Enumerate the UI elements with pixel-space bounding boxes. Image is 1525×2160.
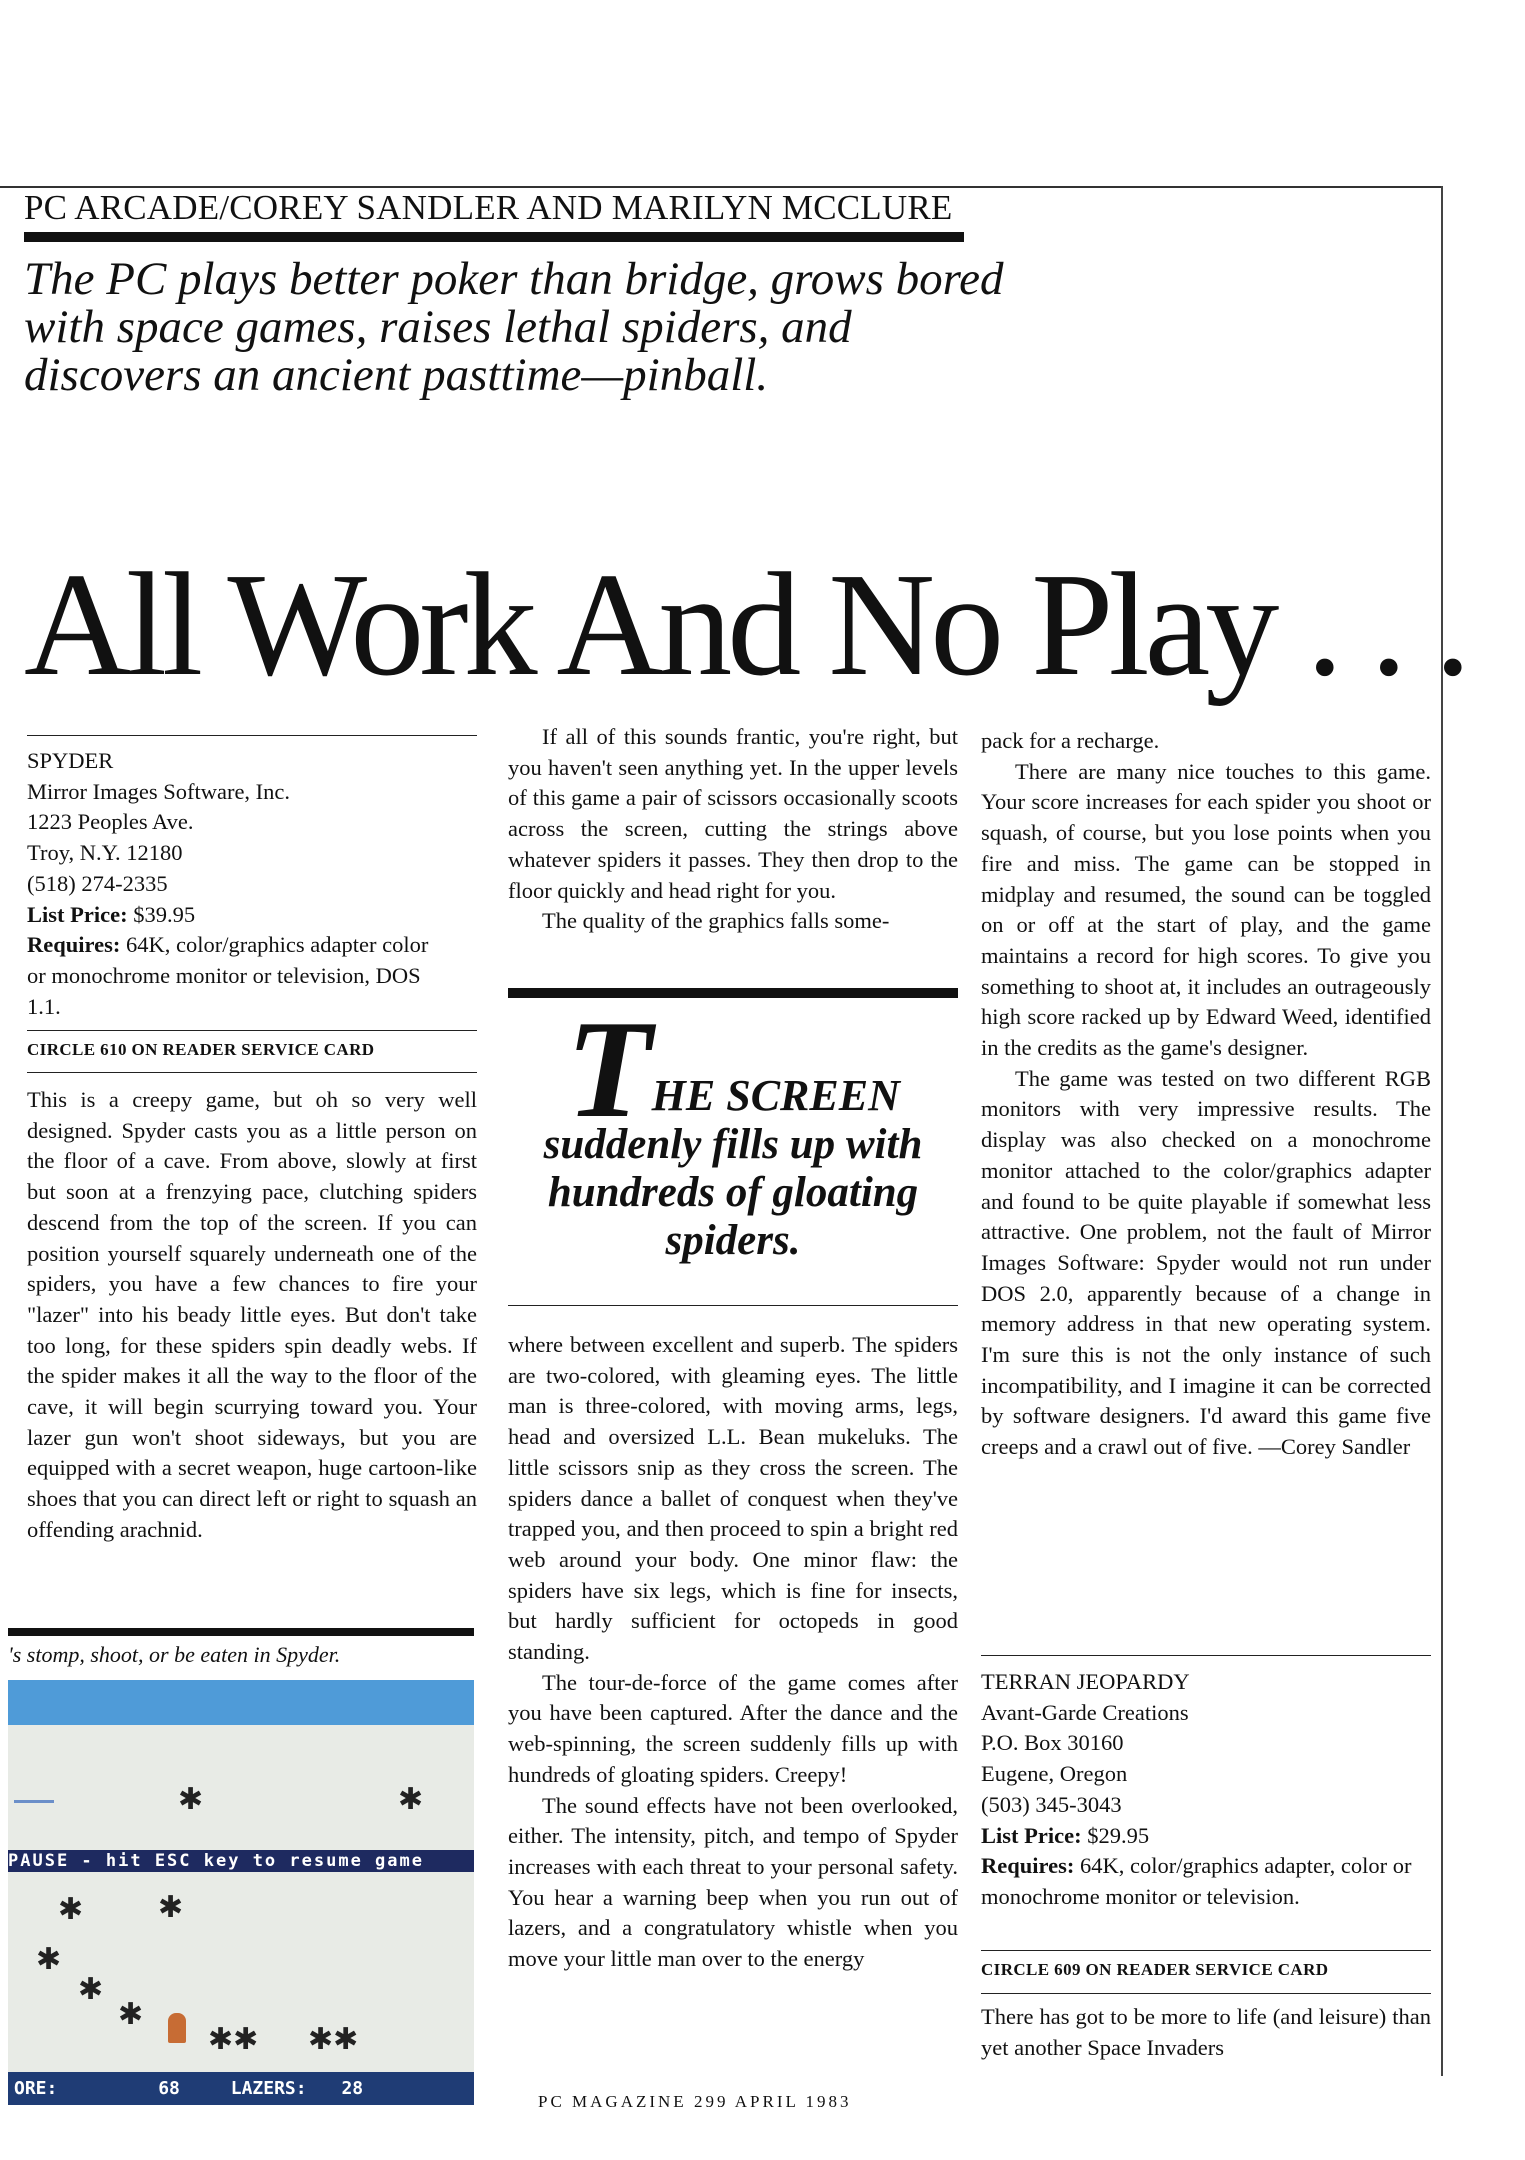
- player-man-icon: [168, 2013, 186, 2043]
- terran-company: Avant-Garde Creations: [981, 1699, 1189, 1725]
- pull-quote: [508, 992, 958, 1265]
- terran-address2: Eugene, Oregon: [981, 1761, 1128, 1787]
- spider-icon: ✱: [158, 1891, 184, 1924]
- department-rule: [24, 232, 964, 242]
- terran-address1: P.O. Box 30160: [981, 1730, 1124, 1756]
- department-line: PC ARCADE/COREY SANDLER AND MARILYN MCCLURE: [24, 188, 953, 227]
- spyder-spec-box: [27, 746, 477, 1022]
- column-1-text: [27, 1085, 477, 1546]
- score-label: ORE:: [14, 2078, 58, 2099]
- spyder-screenshot: [8, 1680, 474, 2105]
- col3-paragraph: There are many nice touches to this game. Your score increases for each spider you shoot or squash, of course, but you lose points when you fire and miss. The game can be stopped in midplay and resumed, the sound can be toggled on or off at the start of play, and the game maintains a record for high scores. To give you something to shoot at, it includes an outrageously high score racked up by Edward Weed, identified in the credits as the game's designer.: [981, 758, 1431, 1061]
- frame-right-rule: [1441, 186, 1443, 2076]
- column-2-bottom-text: [508, 1330, 958, 1975]
- spider-icon: ✱: [58, 1893, 84, 1926]
- deck: The PC plays better poker than bridge, grows bored with space games, raises lethal spiders, and discovers an ancient pasttime—pinball.: [24, 253, 1004, 401]
- spyder-price: List Price: $39.95: [27, 901, 196, 927]
- spyder-address2: Troy, N.Y. 12180: [27, 840, 183, 866]
- column-3-text: [981, 726, 1431, 1463]
- terran-requires: Requires: 64K, color/graphics adapter, color or monochrome monitor or television.: [981, 1853, 1412, 1909]
- terran-spec-box: [981, 1667, 1431, 1913]
- headline: All Work And No Play . . .: [24, 543, 1467, 707]
- figure-top-rule: [8, 1628, 474, 1636]
- spider-icon: ✱: [36, 1943, 62, 1976]
- terran-circle-text: CIRCLE 609 ON READER SERVICE CARD: [981, 1960, 1329, 1979]
- pull-quote-rest: suddenly fills up with hundreds of gloating spiders.: [543, 1121, 923, 1264]
- spyder-requires: Requires: 64K, color/graphics adapter color or monochrome monitor or television, DOS 1.1.: [27, 932, 429, 1019]
- spyder-circle-rule-bottom: [27, 1072, 477, 1073]
- spider-icon: ✱✱: [308, 2023, 359, 2056]
- spyder-circle-rule-top: [27, 1030, 477, 1031]
- lazers-value: 28: [341, 2078, 364, 2099]
- spyder-phone: (518) 274-2335: [27, 870, 168, 896]
- column-2-top-text: [508, 722, 958, 937]
- col3-paragraph: There has got to be more to life (and leisure) than yet another Space Invaders: [981, 2004, 1431, 2060]
- terran-box-top-rule: [981, 1655, 1431, 1656]
- pullquote-bottom-rule: [508, 1305, 958, 1306]
- score-bar: [8, 2072, 474, 2105]
- pause-bar: PAUSE - hit ESC key to resume game: [8, 1850, 474, 1872]
- col3-paragraph: The game was tested on two different RGB monitors with very impressive results. The display was also checked on a monochrome monitor attached to the color/graphics adapter and found to be quite playable if somewhat less attractive. One problem, not the fault of Mirror Images Software: Spyder would not run under DOS 2.0, apparently because of a change in memory address in that new operating system. I'm sure this is not the only instance of such incompatibility, and I imagine it can be corrected by software designers. I'd award this game five creeps and a crawl out of five. —Corey Sandler: [981, 1065, 1431, 1460]
- column-3-bottom-text: [981, 2002, 1431, 2063]
- terran-circle-rule-bottom: [981, 1993, 1431, 1994]
- col3-paragraph: pack for a recharge.: [981, 728, 1160, 753]
- col2-paragraph: where between excellent and superb. The spiders are two-colored, with gleaming eyes. The little man is three-colored, with moving arms, legs, head and oversized L.L. Bean mukeluks. The little scissors snip as they cross the screen. The spiders dance a ballet of conquest when they've trapped you, and then proceed to spin a bright red web around your body. One minor flaw: the spiders have six legs, which is fine for insects, but hardly sufficient for octopeds in good standing.: [508, 1332, 958, 1665]
- figure-caption: 's stomp, shoot, or be eaten in Spyder.: [8, 1642, 341, 1667]
- score-value: 68: [158, 2078, 180, 2099]
- spider-icon: ✱: [78, 1973, 104, 2006]
- spyder-title: SPYDER: [27, 748, 114, 773]
- terran-phone: (503) 345-3043: [981, 1791, 1122, 1817]
- pull-quote-first-line: THE SCREEN: [566, 992, 900, 1147]
- terran-price: List Price: $29.95: [981, 1822, 1150, 1848]
- lazers-label: LAZERS:: [230, 2078, 307, 2099]
- col2-paragraph: If all of this sounds frantic, you're right, but you haven't seen anything yet. In the upper levels of this game a pair of scissors occasionally scoots across the screen, cutting the strings above whatever spiders it passes. They then drop to the floor quickly and head right for you.: [508, 724, 958, 903]
- col1-paragraph: This is a creepy game, but oh so very well designed. Spyder casts you as a little person on the floor of a cave. From above, slowly at first but soon at a frenzying pace, clutching spiders descend from the top of the screen. If you can position yourself squarely underneath one of the spiders, you have a few chances to fire your "lazer" into his beady little eyes. But don't take too long, for these spiders spin deadly webs. If the spider makes it all the way to the floor of the cave, it will begin scurrying toward you. Your lazer gun won't shoot sideways, but you are equipped with a secret weapon, huge cartoon-like shoes that you can direct left or right to squash an offending arachnid.: [27, 1087, 477, 1542]
- spider-icon: ✱✱: [208, 2023, 259, 2056]
- spyder-company: Mirror Images Software, Inc.: [27, 778, 291, 804]
- spider-icon: ✱: [178, 1783, 204, 1816]
- col2-paragraph: The tour-de-force of the game comes after you have been captured. After the dance and the web-spinning, the screen suddenly fills up with hundreds of gloating spiders. Creepy!: [508, 1669, 958, 1787]
- spyder-box-top-rule: [27, 735, 477, 736]
- spyder-address1: 1223 Peoples Ave.: [27, 809, 194, 835]
- scissors-icon: [14, 1800, 54, 1803]
- spider-icon: ✱: [118, 1998, 144, 2031]
- col2-paragraph: The sound effects have not been overlooked, either. The intensity, pitch, and tempo of Spyder increases with each threat to your personal safety. You hear a warning beep when you run out of lazers, and a congratulatory whistle when you move your little man over to the energy: [508, 1792, 958, 1972]
- terran-circle-rule-top: [981, 1950, 1431, 1951]
- col2-paragraph: The quality of the graphics falls some-: [542, 908, 890, 934]
- terran-title: TERRAN JEOPARDY: [981, 1669, 1190, 1694]
- spider-icon: ✱: [398, 1783, 424, 1816]
- page-footer: PC MAGAZINE 299 APRIL 1983: [538, 2092, 852, 2111]
- spyder-circle-text: CIRCLE 610 ON READER SERVICE CARD: [27, 1040, 375, 1059]
